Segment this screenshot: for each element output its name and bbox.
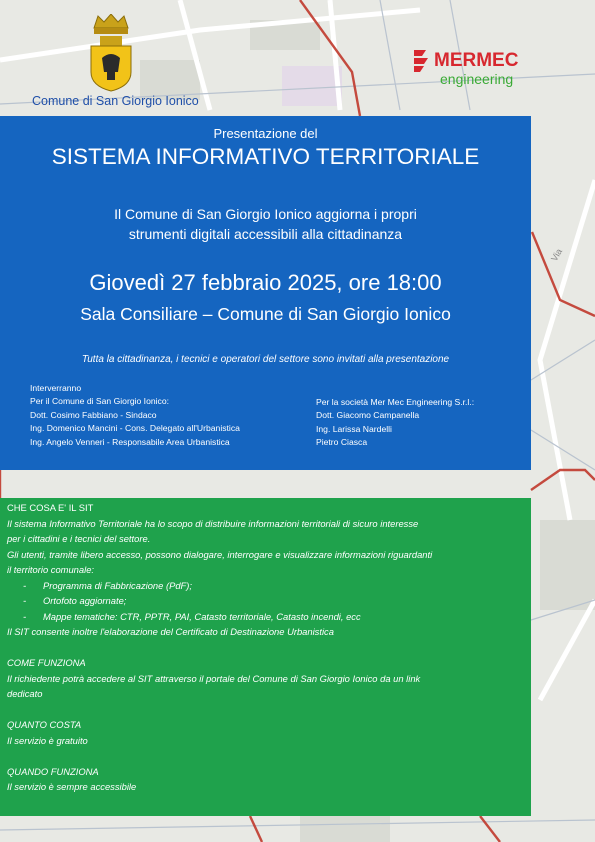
speakers-intro: Interverranno bbox=[30, 383, 82, 393]
speaker-item: Dott. Cosimo Fabbiano - Sindaco bbox=[30, 409, 157, 420]
what-line: Gli utenti, tramite libero accesso, possono dialogare, interrogare e visualizzare informazioni riguardanti bbox=[7, 548, 433, 560]
brand-secondary-text: engineering bbox=[440, 71, 514, 87]
svg-text:Via: Via bbox=[549, 246, 565, 263]
dash-bullet-icon: - bbox=[23, 610, 27, 622]
list-item: - Programma di Fabbricazione (PdF); bbox=[7, 578, 529, 594]
speakers-company-heading: Per la società Mer Mec Engineering S.r.l.: bbox=[316, 397, 475, 407]
event-date-time: Giovedì 27 febbraio 2025, ore 18:00 bbox=[89, 270, 442, 295]
when-heading: QUANDO FUNZIONA bbox=[7, 765, 99, 777]
what-line: per i cittadini e i tecnici del settore. bbox=[7, 533, 151, 544]
what-line: il territorio comunale: bbox=[7, 564, 95, 575]
comune-crest-icon bbox=[88, 14, 134, 92]
mermec-logo bbox=[412, 44, 527, 92]
how-line: dedicato bbox=[7, 688, 43, 699]
page-title: SISTEMA INFORMATIVO TERRITORIALE bbox=[51, 144, 480, 169]
cost-heading: QUANTO COSTA bbox=[7, 719, 82, 730]
what-line: Il sistema Informativo Territoriale ha lo scopo di distribuire informazioni territoriali di sicuro interesse bbox=[7, 517, 419, 529]
list-item: - Ortofoto aggiornate; bbox=[7, 593, 529, 609]
speaker-item: Ing. Angelo Venneri - Responsabile Area Urbanistica bbox=[30, 436, 230, 447]
speaker-item: Pietro Ciasca bbox=[316, 437, 368, 448]
dash-bullet-icon: - bbox=[23, 595, 27, 606]
when-text: Il servizio è sempre accessibile bbox=[7, 781, 137, 792]
subtitle-line-1: Il Comune di San Giorgio Ionico aggiorna i propri bbox=[114, 206, 417, 222]
speaker-item: Ing. Larissa Nardelli bbox=[316, 423, 392, 434]
speaker-item: Dott. Giacomo Campanella bbox=[316, 410, 420, 421]
how-line: Il richiedente potrà accedere al SIT attraverso il portale del Comune di San Giorgio Ionico da un link bbox=[7, 672, 421, 684]
speaker-item: Ing. Domenico Mancini - Cons. Delegato all'Urbanistica bbox=[30, 423, 240, 434]
subtitle-line-2: strumenti digitali accessibili alla cittadinanza bbox=[128, 226, 403, 242]
cost-text: Il servizio è gratuito bbox=[7, 734, 88, 746]
event-location: Sala Consiliare – Comune di San Giorgio Ionico bbox=[80, 304, 451, 324]
how-heading: COME FUNZIONA bbox=[7, 657, 86, 668]
hero-panel bbox=[0, 116, 531, 470]
comune-label: Comune di San Giorgio Ionico bbox=[32, 94, 199, 108]
what-heading: CHE COSA E' IL SIT bbox=[7, 502, 94, 513]
speakers-company bbox=[316, 396, 474, 450]
what-closing: Il SIT consente inoltre l'elaborazione del Certificato di Destinazione Urbanistica bbox=[7, 626, 334, 637]
speakers-comune bbox=[30, 382, 240, 449]
dash-bullet-icon: - bbox=[23, 579, 27, 591]
list-item: - Mappe tematiche: CTR, PPTR, PAI, Catasto territoriale, Catasto incendi, ecc bbox=[7, 609, 529, 625]
speakers-comune-heading: Per il Comune di San Giorgio Ionico: bbox=[30, 396, 170, 407]
info-panel bbox=[0, 498, 531, 816]
brand-primary-text: MERMEC bbox=[434, 50, 519, 71]
invitation-text: Tutta la cittadinanza, i tecnici e operatori del settore sono invitati alla presentazione bbox=[81, 354, 450, 365]
pre-title: Presentazione del bbox=[213, 126, 318, 141]
